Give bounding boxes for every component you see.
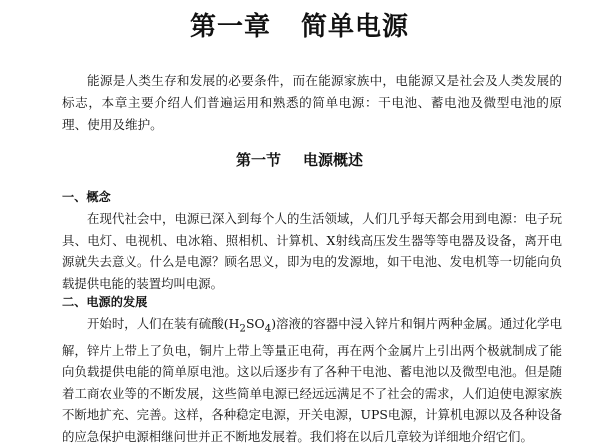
subsection-heading-concept: 一、概念: [62, 190, 111, 204]
paragraph-development: [62, 313, 562, 447]
formula-subscript: 2: [239, 322, 246, 335]
formula-part: H: [228, 316, 240, 331]
paragraph-concept: 在现代社会中，电源已深入到每个人的生活领域，人们几乎每天都会用到电源：电子玩具、电灯、电视机、电冰箱、照相机、计算机、X射线高压发生器等等电器及设备，离开电源就失去意义。什么是电源？顾名思义，即为电的发源地，如干电池、发电机等一切能向负载提供电能的装置均叫电源。: [62, 211, 562, 291]
section-number: 第一节: [235, 151, 281, 169]
section-name: 电源概述: [303, 151, 364, 169]
section-title: [0, 150, 599, 170]
subsection-heading-development: 二、电源的发展: [62, 295, 148, 309]
formula-part: SO: [245, 316, 265, 331]
chapter-title: [0, 10, 599, 44]
chapter-number: 第一章: [189, 12, 271, 42]
paragraph-development-body: )溶液的容器中浸入锌片和铜片两种金属。通过化学电解，锌片上带上了负电，铜片上带上等量正电荷，再在两个金属片上引出两个极就制成了能向负载提供电能的简单原电池。这以后逐步有了各种干电池、蓄电池以及微型电池。但是随着工商农业等的不断发展，这些简单电源已经远远满足不了社会的需求，人们迫使电源家族不断地扩充、完善。这样，各种稳定电源，开关电源，UPS电源，计算机电源以及各种设备的应急保护电源相继问世并正不断地发展着。我们将在以后几章较为详细地介绍它们。: [62, 316, 562, 444]
formula-sulfuric-acid: [228, 316, 272, 335]
formula-subscript: 4: [264, 322, 272, 335]
paragraph-development-lead: 开始时，人们在装有硫酸(: [87, 316, 229, 331]
chapter-name: 简单电源: [301, 12, 410, 42]
chapter-intro: 能源是人类生存和发展的必要条件，而在能源家族中，电能源又是社会及人类发展的标志，本章主要介绍人们普遍运用和熟悉的简单电源：干电池、蓄电池及微型电池的原理、使用及维护。: [62, 73, 562, 132]
